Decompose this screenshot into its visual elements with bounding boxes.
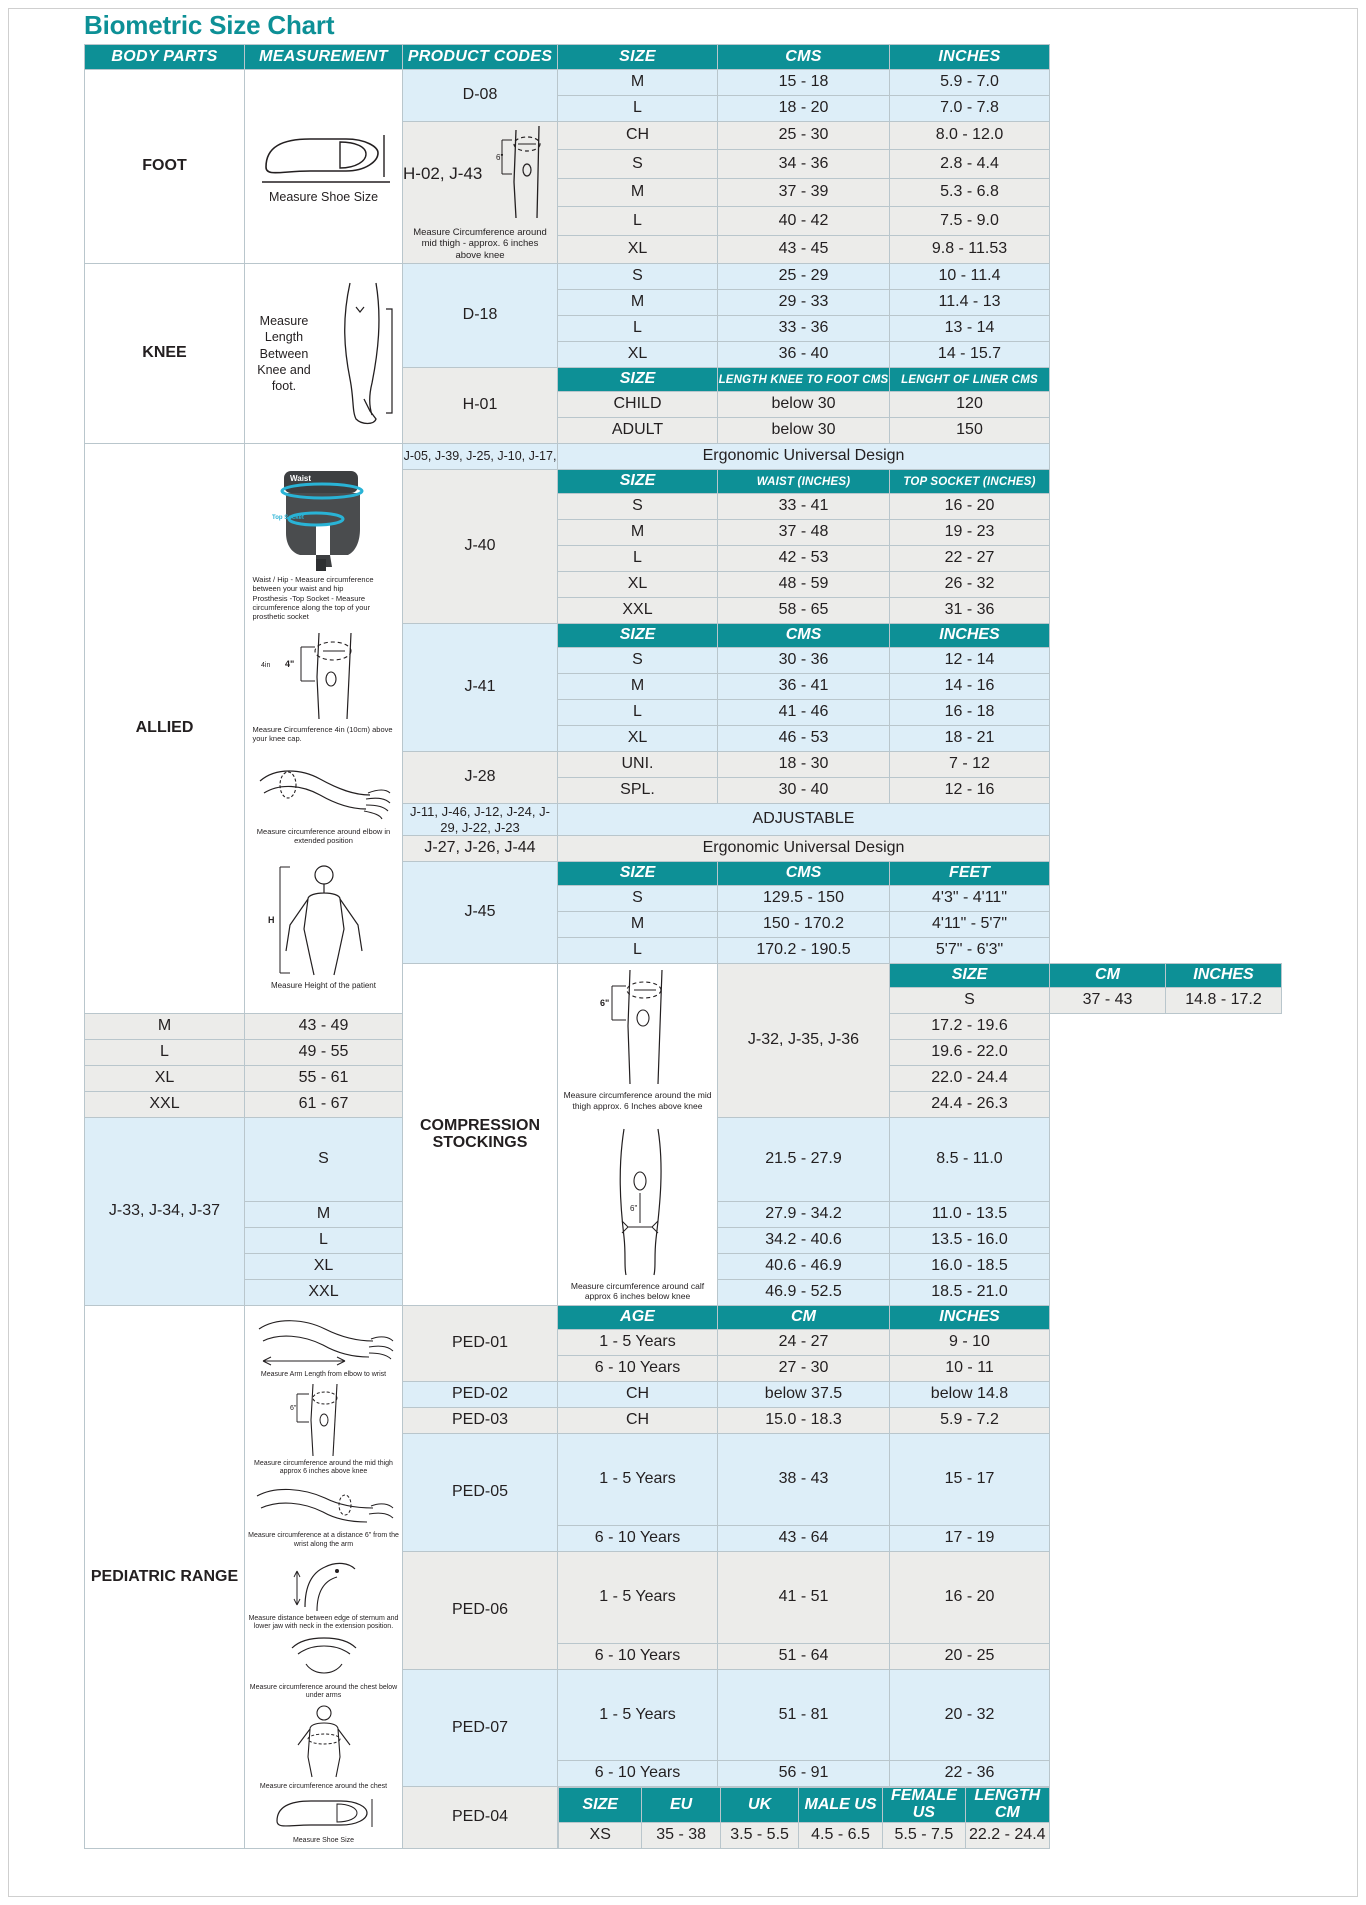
subheader-size: SIZE — [558, 624, 718, 648]
inches-cell: 9 - 10 — [890, 1330, 1050, 1356]
subheader-size: SIZE — [558, 368, 718, 392]
size-cell: ADULT — [558, 418, 718, 444]
inches-cell: 2.8 - 4.4 — [890, 150, 1050, 178]
span-text-cell: ADJUSTABLE — [558, 804, 1050, 836]
span-text-cell: Ergonomic Universal Design — [558, 836, 1050, 862]
inches-cell: 7.5 - 9.0 — [890, 207, 1050, 235]
size-cell: M — [558, 520, 718, 546]
cm-cell: 51 - 64 — [718, 1643, 890, 1669]
ped04-female-us-cell: 5.5 - 7.5 — [882, 1822, 965, 1848]
inches-cell: 13 - 14 — [890, 316, 1050, 342]
svg-text:H: H — [267, 914, 274, 925]
product-code-label: H-02, J-43 — [403, 164, 483, 184]
col-header-size: SIZE — [558, 45, 718, 70]
cms-cell: 18 - 30 — [718, 752, 890, 778]
inches-cell: 20 - 32 — [890, 1669, 1050, 1761]
cms-cell: 25 - 29 — [718, 264, 890, 290]
size-cell: L — [85, 1040, 245, 1066]
compression-note-calf: Measure circumference around calf approx 6 inches below knee — [570, 1280, 705, 1301]
chest-measure-icon — [284, 1703, 364, 1781]
cms-cell: 58 - 65 — [718, 598, 890, 624]
measurement-illustration-knee — [245, 264, 403, 444]
subheader-length-of-liner: LENGHT OF LINER CMS — [890, 368, 1050, 392]
section-label-allied: ALLIED — [85, 444, 245, 1014]
subheader-feet: FEET — [890, 862, 1050, 886]
cms-cell: 36 - 41 — [718, 674, 890, 700]
ped-shoe-icon — [269, 1793, 379, 1835]
ped-note-shoe: Measure Shoe Size — [292, 1837, 355, 1845]
size-cell: M — [85, 1014, 245, 1040]
ped-note-neck: Measure distance between edge of sternum and lower jaw with neck in the extension position. — [248, 1615, 399, 1631]
cms-cell: 29 - 33 — [718, 290, 890, 316]
inches-cell: 18 - 21 — [890, 726, 1050, 752]
size-cell: L — [245, 1228, 403, 1254]
size-cell: L — [558, 546, 718, 572]
allied-note-elbow: Measure circumference around elbow in extended position — [256, 826, 391, 845]
section-label-knee: KNEE — [85, 264, 245, 444]
ped-note-chest: Measure circumference around the chest — [259, 1782, 388, 1790]
cms-cell: 46 - 53 — [718, 726, 890, 752]
subheader-inches: INCHES — [1166, 964, 1282, 988]
cm-cell: 27 - 30 — [718, 1356, 890, 1382]
inches-cell: 120 — [890, 392, 1050, 418]
product-code-cell: J-45 — [403, 862, 558, 964]
cms-cell: 48 - 59 — [718, 572, 890, 598]
cms-cell: 30 - 36 — [718, 648, 890, 674]
ped04-uk-cell: 3.5 - 5.5 — [720, 1822, 798, 1848]
col-header-inches: INCHES — [890, 45, 1050, 70]
measurement-illustration-compression — [558, 964, 718, 1306]
size-cell: XXL — [85, 1092, 245, 1118]
ped04-shoe-subtable-cell — [558, 1787, 1050, 1849]
knee-measure-caption: Measure Length Between Knee and foot. — [257, 314, 311, 394]
chest-underarm-icon — [284, 1634, 364, 1682]
inches-cell: 11.4 - 13 — [890, 290, 1050, 316]
cms-cell: below 30 — [718, 392, 890, 418]
size-cell: L — [558, 207, 718, 235]
product-code-cell: J-41 — [403, 624, 558, 752]
inches-cell: 14 - 15.7 — [890, 342, 1050, 368]
ped04-col-female-us: FEMALE US — [882, 1788, 965, 1823]
allied-note-prosthesis: Prosthesis -Top Socket - Measure circumference along the top of your prosthetic socket — [252, 593, 371, 621]
ped04-col-size: SIZE — [559, 1788, 642, 1823]
svg-text:6": 6" — [599, 998, 609, 1009]
calf-measure-icon — [578, 1127, 698, 1277]
cm-cell: 43 - 64 — [718, 1525, 890, 1551]
subheader-cm: CM — [718, 1306, 890, 1330]
age-cell: 6 - 10 Years — [558, 1525, 718, 1551]
product-code-cell: PED-05 — [403, 1434, 558, 1552]
size-cell: L — [558, 316, 718, 342]
subheader-cm: CM — [1050, 964, 1166, 988]
subheader-inches: INCHES — [890, 1306, 1050, 1330]
wrist-measure-icon — [249, 1478, 399, 1530]
inches-cell: 24.4 - 26.3 — [890, 1092, 1050, 1118]
leg-length-icon — [330, 279, 400, 429]
ped04-eu-cell: 35 - 38 — [642, 1822, 720, 1848]
subheader-length-knee-to-foot: LENGTH KNEE TO FOOT CMS — [718, 368, 890, 392]
age-cell: 1 - 5 Years — [558, 1434, 718, 1526]
inches-cell: 7 - 12 — [890, 752, 1050, 778]
inches-cell: below 14.8 — [890, 1382, 1050, 1408]
product-code-cell: PED-06 — [403, 1551, 558, 1669]
inches-cell: 150 — [890, 418, 1050, 444]
cms-cell: 37 - 48 — [718, 520, 890, 546]
cms-cell: 41 - 46 — [718, 700, 890, 726]
inches-cell: 22 - 27 — [890, 546, 1050, 572]
product-code-cell: J-32, J-35, J-36 — [718, 964, 890, 1118]
allied-note-waist: Waist / Hip - Measure circumference between your waist and hip — [252, 574, 374, 593]
inches-cell: 16.0 - 18.5 — [890, 1254, 1050, 1280]
knee-4in-measure-icon — [259, 631, 389, 723]
inches-cell: 19 - 23 — [890, 520, 1050, 546]
subheader-waist-inches: WAIST (INCHES) — [718, 470, 890, 494]
cm-cell: below 37.5 — [718, 1382, 890, 1408]
inches-cell: 5.9 - 7.0 — [890, 70, 1050, 96]
arm-length-icon — [249, 1309, 399, 1369]
section-label-foot: FOOT — [85, 70, 245, 264]
thigh-6in-measure-icon — [578, 968, 698, 1086]
inches-cell: 16 - 20 — [890, 494, 1050, 520]
inches-cell: 13.5 - 16.0 — [890, 1228, 1050, 1254]
ped04-male-us-cell: 4.5 - 6.5 — [799, 1822, 882, 1848]
size-cell: XL — [558, 342, 718, 368]
age-cell: 6 - 10 Years — [558, 1643, 718, 1669]
size-cell: S — [890, 988, 1050, 1014]
feet-cell: 5'7" - 6'3" — [890, 938, 1050, 964]
size-cell: M — [245, 1202, 403, 1228]
size-cell: SPL. — [558, 778, 718, 804]
age-cell: 1 - 5 Years — [558, 1551, 718, 1643]
cms-cell: 40 - 42 — [718, 207, 890, 235]
shoe-outline-icon — [254, 127, 394, 189]
cms-cell: 40.6 - 46.9 — [718, 1254, 890, 1280]
cms-cell: 61 - 67 — [245, 1092, 403, 1118]
product-code-cell: H-01 — [403, 368, 558, 444]
cms-cell: 30 - 40 — [718, 778, 890, 804]
product-code-cell: D-08 — [403, 70, 558, 122]
measurement-illustration-pediatric — [245, 1306, 403, 1849]
inches-cell: 8.0 - 12.0 — [890, 122, 1050, 150]
ped-note-arm: Measure Arm Length from elbow to wrist — [260, 1371, 387, 1379]
page-title: Biometric Size Chart — [84, 10, 335, 40]
size-cell: CHILD — [558, 392, 718, 418]
subheader-top-socket-inches: TOP SOCKET (INCHES) — [890, 470, 1050, 494]
measurement-illustration-foot — [245, 70, 403, 264]
inches-cell: 19.6 - 22.0 — [890, 1040, 1050, 1066]
age-cell: 6 - 10 Years — [558, 1761, 718, 1787]
cm-cell: 51 - 81 — [718, 1669, 890, 1761]
prosthesis-hip-icon — [256, 467, 392, 573]
col-header-cms: CMS — [718, 45, 890, 70]
svg-text:4in: 4in — [260, 661, 270, 669]
cms-cell: 34.2 - 40.6 — [718, 1228, 890, 1254]
product-code-cell — [403, 122, 558, 264]
biometric-size-chart-table — [84, 44, 1282, 1849]
cms-cell: 46.9 - 52.5 — [718, 1280, 890, 1306]
age-cell: 6 - 10 Years — [558, 1356, 718, 1382]
size-cell: S — [558, 264, 718, 290]
svg-text:6": 6" — [495, 153, 503, 162]
age-cell: 1 - 5 Years — [558, 1669, 718, 1761]
size-cell: S — [558, 150, 718, 178]
cms-cell: 21.5 - 27.9 — [718, 1118, 890, 1202]
cms-cell: 33 - 36 — [718, 316, 890, 342]
inches-cell: 17.2 - 19.6 — [890, 1014, 1050, 1040]
feet-cell: 4'3" - 4'11" — [890, 886, 1050, 912]
size-cell: CH — [558, 122, 718, 150]
svg-text:4": 4" — [284, 658, 294, 669]
svg-text:Top Socket: Top Socket — [271, 514, 304, 521]
cms-cell: 55 - 61 — [245, 1066, 403, 1092]
size-cell: M — [558, 70, 718, 96]
inches-cell: 11.0 - 13.5 — [890, 1202, 1050, 1228]
cms-cell: 42 - 53 — [718, 546, 890, 572]
inches-cell: 31 - 36 — [890, 598, 1050, 624]
svg-text:6": 6" — [289, 1404, 296, 1412]
size-cell: XL — [558, 572, 718, 598]
inches-cell: 22.0 - 24.4 — [890, 1066, 1050, 1092]
table-row — [85, 1306, 1282, 1330]
svg-text:Waist: Waist — [289, 473, 311, 483]
ped04-col-length-cm: LENGTH CM — [966, 1788, 1049, 1823]
inches-cell: 5.9 - 7.2 — [890, 1408, 1050, 1434]
thigh-measure-icon — [494, 122, 550, 226]
product-code-cell: PED-01 — [403, 1306, 558, 1382]
cms-cell: 36 - 40 — [718, 342, 890, 368]
col-header-body-parts: BODY PARTS — [85, 45, 245, 70]
cms-cell: 34 - 36 — [718, 150, 890, 178]
inches-cell: 10 - 11.4 — [890, 264, 1050, 290]
size-cell: L — [558, 700, 718, 726]
inches-cell: 5.3 - 6.8 — [890, 178, 1050, 206]
span-text-cell: Ergonomic Universal Design — [558, 444, 1050, 470]
feet-cell: 4'11" - 5'7" — [890, 912, 1050, 938]
ped04-size-cell: XS — [559, 1822, 642, 1848]
inches-cell: 17 - 19 — [890, 1525, 1050, 1551]
age-cell: CH — [558, 1382, 718, 1408]
cms-cell: 37 - 43 — [1050, 988, 1166, 1014]
cms-cell: 43 - 45 — [718, 235, 890, 263]
cms-cell: 43 - 49 — [245, 1014, 403, 1040]
cms-cell: 37 - 39 — [718, 178, 890, 206]
size-cell: M — [558, 674, 718, 700]
product-code-cell: D-18 — [403, 264, 558, 368]
inches-cell: 20 - 25 — [890, 1643, 1050, 1669]
table-row — [85, 70, 1282, 96]
compression-note-thigh: Measure circumference around the mid thigh approx. 6 Inches above knee — [563, 1090, 712, 1111]
table-row — [85, 264, 1282, 290]
size-cell: S — [558, 648, 718, 674]
cms-cell: 27.9 - 34.2 — [718, 1202, 890, 1228]
cm-cell: 24 - 27 — [718, 1330, 890, 1356]
ped-thigh-icon — [289, 1382, 359, 1458]
age-cell: 1 - 5 Years — [558, 1330, 718, 1356]
size-cell: UNI. — [558, 752, 718, 778]
product-code-cell: PED-07 — [403, 1669, 558, 1787]
table-header-row — [85, 45, 1282, 70]
inches-cell: 16 - 18 — [890, 700, 1050, 726]
neck-extension-icon — [287, 1551, 361, 1613]
size-cell: XL — [558, 235, 718, 263]
cms-cell: 25 - 30 — [718, 122, 890, 150]
cm-cell: 56 - 91 — [718, 1761, 890, 1787]
inches-cell: 10 - 11 — [890, 1356, 1050, 1382]
product-code-cell: J-11, J-46, J-12, J-24, J-29, J-22, J-23 — [403, 804, 558, 836]
ped04-length-cm-cell: 22.2 - 24.4 — [966, 1822, 1049, 1848]
product-code-note: Measure Circumference around mid thigh - approx. 6 inches above knee — [413, 227, 547, 261]
ped-note-chest-underarm: Measure circumference around the chest below under arms — [249, 1683, 398, 1700]
cms-cell: 49 - 55 — [245, 1040, 403, 1066]
cms-cell: 129.5 - 150 — [718, 886, 890, 912]
product-code-cell: J-28 — [403, 752, 558, 804]
ped04-data-row — [559, 1822, 1050, 1848]
subheader-size: SIZE — [558, 470, 718, 494]
ped04-header-row — [559, 1788, 1050, 1823]
col-header-measurement: MEASUREMENT — [245, 45, 403, 70]
section-label-compression: COMPRESSION STOCKINGS — [403, 964, 558, 1306]
size-cell: L — [558, 938, 718, 964]
product-code-cell: PED-04 — [403, 1787, 558, 1849]
product-code-cell: J-27, J-26, J-44 — [403, 836, 558, 862]
size-cell: S — [558, 494, 718, 520]
subheader-size: SIZE — [558, 862, 718, 886]
allied-note-height: Measure Height of the patient — [271, 980, 376, 990]
subheader-size: SIZE — [890, 964, 1050, 988]
table-row — [85, 444, 1282, 470]
cm-cell: 41 - 51 — [718, 1551, 890, 1643]
cms-cell: 170.2 - 190.5 — [718, 938, 890, 964]
subheader-cms: CMS — [718, 862, 890, 886]
ped04-col-eu: EU — [642, 1788, 720, 1823]
size-cell: XXL — [558, 598, 718, 624]
ped-note-thigh: Measure circumference around the mid thigh approx 6 inches above knee — [254, 1459, 393, 1475]
size-cell: S — [245, 1118, 403, 1202]
size-cell: M — [558, 912, 718, 938]
product-code-cell: J-33, J-34, J-37 — [85, 1118, 245, 1306]
product-code-cell: PED-02 — [403, 1382, 558, 1408]
inches-cell: 14.8 - 17.2 — [1166, 988, 1282, 1014]
inches-cell: 8.5 - 11.0 — [890, 1118, 1050, 1202]
size-cell: XL — [558, 726, 718, 752]
cms-cell: 15 - 18 — [718, 70, 890, 96]
size-cell: S — [558, 886, 718, 912]
inches-cell: 9.8 - 11.53 — [890, 235, 1050, 263]
foot-measure-caption: Measure Shoe Size — [268, 190, 379, 205]
product-code-cell: J-40 — [403, 470, 558, 624]
inches-cell: 12 - 16 — [890, 778, 1050, 804]
ped04-shoe-table — [558, 1787, 1050, 1849]
size-cell: M — [558, 178, 718, 206]
cms-cell: below 30 — [718, 418, 890, 444]
inches-cell: 15 - 17 — [890, 1434, 1050, 1526]
elbow-measure-icon — [254, 755, 394, 825]
cms-cell: 33 - 41 — [718, 494, 890, 520]
inches-cell: 26 - 32 — [890, 572, 1050, 598]
product-code-cell: PED-03 — [403, 1408, 558, 1434]
product-code-cell: J-05, J-39, J-25, J-10, J-17, — [403, 444, 558, 470]
inches-cell: 16 - 20 — [890, 1551, 1050, 1643]
ped04-col-uk: UK — [720, 1788, 798, 1823]
cms-cell: 150 - 170.2 — [718, 912, 890, 938]
section-label-pediatric: PEDIATRIC RANGE — [85, 1306, 245, 1849]
age-cell: CH — [558, 1408, 718, 1434]
cm-cell: 15.0 - 18.3 — [718, 1408, 890, 1434]
inches-cell: 22 - 36 — [890, 1761, 1050, 1787]
col-header-product-codes: PRODUCT CODES — [403, 45, 558, 70]
inches-cell: 18.5 - 21.0 — [890, 1280, 1050, 1306]
size-cell: XL — [245, 1254, 403, 1280]
inches-cell: 14 - 16 — [890, 674, 1050, 700]
size-cell: M — [558, 290, 718, 316]
cms-cell: 18 - 20 — [718, 96, 890, 122]
inches-cell: 12 - 14 — [890, 648, 1050, 674]
size-cell: XXL — [245, 1280, 403, 1306]
inches-cell: 7.0 - 7.8 — [890, 96, 1050, 122]
measurement-illustration-allied — [245, 444, 403, 1014]
svg-text:6": 6" — [629, 1203, 637, 1213]
size-cell: L — [558, 96, 718, 122]
allied-note-knee: Measure Circumference 4in (10cm) above your knee cap. — [252, 724, 393, 743]
body-height-icon — [264, 859, 384, 979]
subheader-inches: INCHES — [890, 624, 1050, 648]
subheader-cms: CMS — [718, 624, 890, 648]
size-cell: XL — [85, 1066, 245, 1092]
subheader-age: AGE — [558, 1306, 718, 1330]
cm-cell: 38 - 43 — [718, 1434, 890, 1526]
ped04-col-male-us: MALE US — [799, 1788, 882, 1823]
ped-note-wrist: Measure circumference at a distance 6" from the wrist along the arm — [248, 1532, 399, 1548]
